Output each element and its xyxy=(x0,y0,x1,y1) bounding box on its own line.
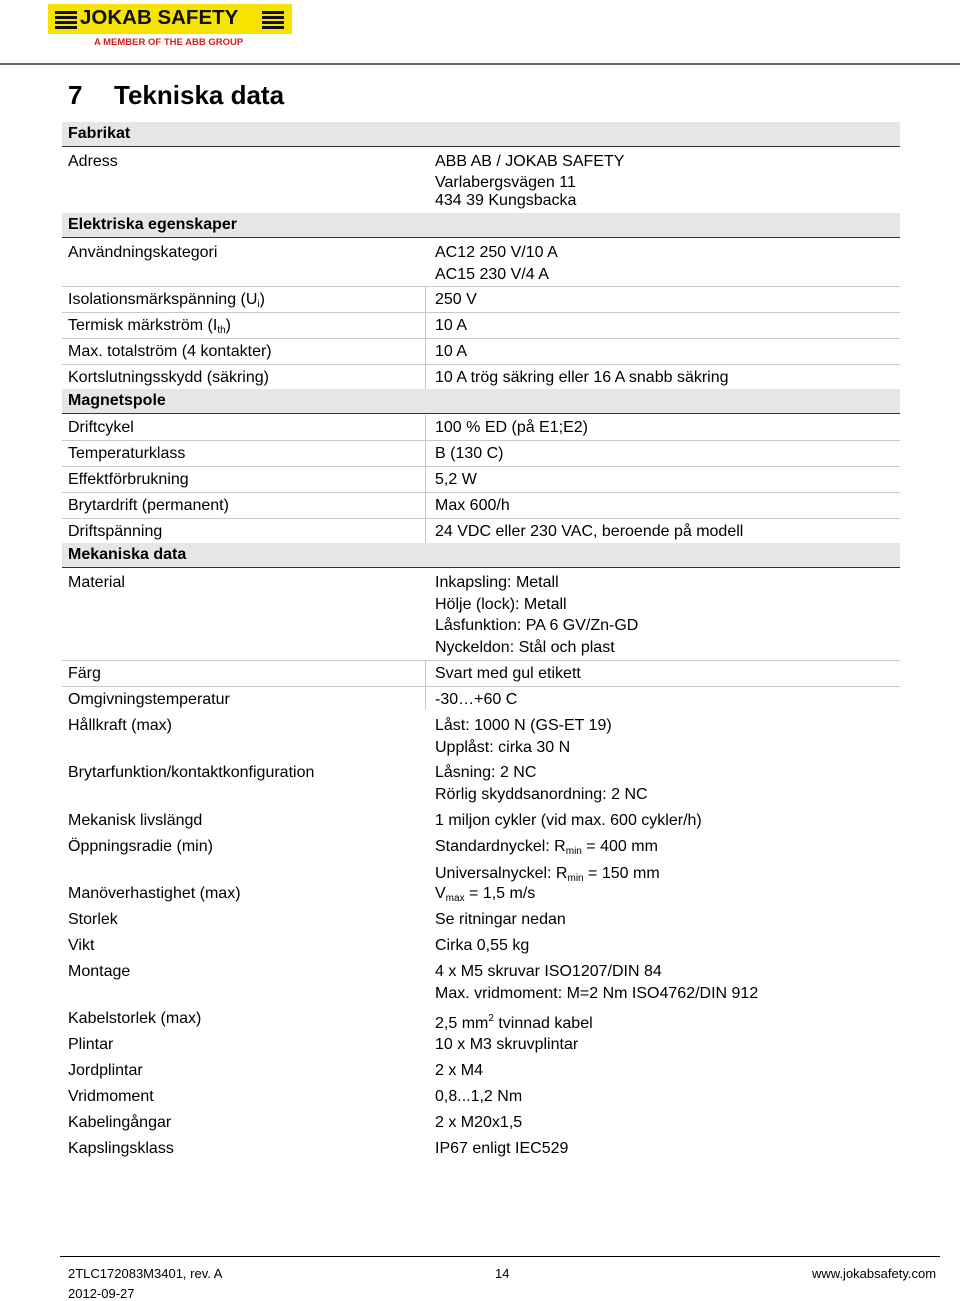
label-text: ) xyxy=(259,291,265,308)
row-label: Brytardrift (permanent) xyxy=(68,497,229,514)
table-row xyxy=(62,289,900,313)
logo-banner xyxy=(48,4,292,34)
table-row xyxy=(62,572,900,661)
value-text: Standardnyckel: R xyxy=(435,838,566,855)
row-label xyxy=(68,315,231,342)
value-line: B (130 C) xyxy=(435,445,504,462)
row-value xyxy=(435,315,467,337)
row-label: Driftspänning xyxy=(68,523,163,540)
jokab-logo xyxy=(48,4,292,48)
row-label: Användningskategori xyxy=(68,244,218,261)
row-value xyxy=(435,1034,578,1056)
value-line xyxy=(435,1008,593,1035)
row-value xyxy=(435,762,648,805)
value-text: V xyxy=(435,885,446,902)
group-elektriska xyxy=(62,213,900,238)
row-value xyxy=(435,689,517,711)
section-number: 7 xyxy=(68,80,83,110)
value-line: Max 600/h xyxy=(435,497,510,514)
footer-page-number: 14 xyxy=(495,1266,510,1281)
value-line: -30…+60 C xyxy=(435,691,518,708)
group-label: Magnetspole xyxy=(68,392,166,409)
value-line: Nyckeldon: Stål och plast xyxy=(435,638,615,656)
value-line: Varlabergsvägen 11 xyxy=(435,173,576,191)
value-subscript: max xyxy=(445,893,465,904)
row-label: Effektförbrukning xyxy=(68,471,189,488)
logo-stripes-left-icon xyxy=(55,11,77,28)
row-value xyxy=(435,1008,593,1035)
value-text: tvinnad kabel xyxy=(493,1015,593,1032)
row-value xyxy=(435,289,477,311)
row-value xyxy=(435,1112,522,1134)
row-value xyxy=(435,836,660,889)
table-row xyxy=(62,315,900,339)
table-row xyxy=(62,341,900,365)
row-label xyxy=(68,289,265,316)
value-line xyxy=(435,836,660,863)
row-value xyxy=(435,495,510,517)
logo-text: JOKAB SAFETY xyxy=(80,6,239,29)
value-line: Cirka 0,55 kg xyxy=(435,937,530,954)
value-text: = 1,5 m/s xyxy=(464,885,536,902)
footer-date: 2012-09-27 xyxy=(68,1286,135,1301)
label-text: Isolationsmärkspänning (U xyxy=(68,291,258,308)
table-row xyxy=(62,417,900,441)
value-line: 1 miljon cykler (vid max. 600 cykler/h) xyxy=(435,812,702,829)
value-line: Max. vridmoment: M=2 Nm ISO4762/DIN 912 xyxy=(435,984,759,1002)
row-label: Brytarfunktion/kontaktkonfiguration xyxy=(68,764,315,781)
value-line: Inkapsling: Metall xyxy=(435,574,559,591)
value-superscript: 2 xyxy=(488,1013,494,1024)
table-row xyxy=(62,469,900,493)
table-row xyxy=(62,443,900,467)
value-line: 434 39 Kungsbacka xyxy=(435,192,577,209)
row-value xyxy=(435,715,612,758)
value-line: 10 A trög säkring eller 16 A snabb säkring xyxy=(435,369,729,386)
value-line: 2 x M20x1,5 xyxy=(435,1114,523,1131)
section-heading xyxy=(68,80,284,111)
row-value xyxy=(435,961,758,1004)
table-row xyxy=(62,242,900,287)
table-row xyxy=(62,689,900,711)
value-line: Hölje (lock): Metall xyxy=(435,595,567,613)
row-value xyxy=(435,341,467,363)
value-line: 0,8...1,2 Nm xyxy=(435,1088,523,1105)
value-line: 24 VDC eller 230 VAC, beroende på modell xyxy=(435,523,744,540)
row-label: Omgivningstemperatur xyxy=(68,691,230,708)
row-value xyxy=(435,417,588,439)
row-label: Kabelstorlek (max) xyxy=(68,1010,202,1027)
row-value xyxy=(435,151,624,212)
table-row xyxy=(62,495,900,519)
footer-doc-id: 2TLC172083M3401, rev. A xyxy=(68,1266,223,1281)
value-line: 10 A xyxy=(435,343,468,360)
row-label: Plintar xyxy=(68,1036,114,1053)
value-line: Upplåst: cirka 30 N xyxy=(435,738,571,756)
row-label: Temperaturklass xyxy=(68,445,186,462)
value-line: Låsfunktion: PA 6 GV/Zn-GD xyxy=(435,617,639,634)
row-label: Manöverhastighet (max) xyxy=(68,885,241,902)
label-text: ) xyxy=(225,317,231,334)
row-value xyxy=(435,367,729,389)
table-row xyxy=(62,521,900,543)
row-label: Kapslingsklass xyxy=(68,1140,174,1157)
value-line: Låst: 1000 N (GS-ET 19) xyxy=(435,717,612,734)
row-value xyxy=(435,663,581,685)
row-value xyxy=(435,1086,522,1108)
group-label: Elektriska egenskaper xyxy=(68,216,237,233)
row-value xyxy=(435,1138,568,1160)
value-line: ABB AB / JOKAB SAFETY xyxy=(435,153,625,170)
row-label: Material xyxy=(68,574,125,591)
group-label: Fabrikat xyxy=(68,125,131,142)
label-subscript: th xyxy=(217,325,226,336)
value-text: Universalnyckel: R xyxy=(435,864,568,882)
footer-rule xyxy=(60,1256,940,1257)
value-line: 2 x M4 xyxy=(435,1062,484,1079)
value-line: 5,2 W xyxy=(435,471,477,488)
section-title: Tekniska data xyxy=(114,80,285,110)
row-label: Vikt xyxy=(68,937,95,954)
value-line xyxy=(435,883,535,910)
row-label: Adress xyxy=(68,153,118,170)
row-value xyxy=(435,1060,483,1082)
value-line: 4 x M5 skruvar ISO1207/DIN 84 xyxy=(435,963,662,980)
value-line: 10 x M3 skruvplintar xyxy=(435,1036,579,1053)
row-value xyxy=(435,521,743,543)
row-value xyxy=(435,909,566,931)
value-line: Rörlig skyddsanordning: 2 NC xyxy=(435,785,648,803)
row-label: Driftcykel xyxy=(68,419,134,436)
value-line: 250 V xyxy=(435,291,477,308)
label-text: Termisk märkström (I xyxy=(68,317,218,334)
row-label: Montage xyxy=(68,963,131,980)
row-label: Hållkraft (max) xyxy=(68,717,173,734)
value-line: Se ritningar nedan xyxy=(435,911,566,928)
group-mekaniska xyxy=(62,543,900,568)
value-line: 100 % ED (på E1;E2) xyxy=(435,419,588,436)
value-line: Svart med gul etikett xyxy=(435,665,581,682)
value-line: Låsning: 2 NC xyxy=(435,764,537,781)
row-value xyxy=(435,810,702,832)
logo-stripes-right-icon xyxy=(262,11,284,28)
row-label: Storlek xyxy=(68,911,118,928)
group-fabrikat xyxy=(62,122,900,147)
label-subscript: i xyxy=(257,299,260,310)
value-subscript: min xyxy=(567,872,584,884)
row-value xyxy=(435,935,529,957)
table-row xyxy=(62,367,900,389)
row-value xyxy=(435,883,535,910)
row-label: Kortslutningsskydd (säkring) xyxy=(68,369,269,386)
row-value xyxy=(435,242,558,285)
value-line: AC12 250 V/10 A xyxy=(435,244,558,261)
row-label: Kabelingångar xyxy=(68,1114,172,1131)
value-line: IP67 enligt IEC529 xyxy=(435,1140,569,1157)
row-label: Max. totalström (4 kontakter) xyxy=(68,343,272,360)
row-value xyxy=(435,572,638,658)
value-text: 2,5 mm xyxy=(435,1015,489,1032)
table-row xyxy=(62,151,900,209)
value-line: AC15 230 V/4 A xyxy=(435,265,549,283)
row-label: Mekanisk livslängd xyxy=(68,812,203,829)
value-text: = 400 mm xyxy=(581,838,658,855)
value-line: 10 A xyxy=(435,317,468,334)
row-label: Jordplintar xyxy=(68,1062,143,1079)
value-text: = 150 mm xyxy=(583,864,660,882)
table-row xyxy=(62,663,900,687)
row-label: Öppningsradie (min) xyxy=(68,838,213,855)
logo-subtitle: A MEMBER OF THE ABB GROUP xyxy=(94,37,244,48)
header-rule xyxy=(0,63,960,65)
group-label: Mekaniska data xyxy=(68,546,187,563)
footer-url[interactable]: www.jokabsafety.com xyxy=(812,1266,937,1281)
row-label: Vridmoment xyxy=(68,1088,154,1105)
row-value xyxy=(435,469,477,491)
row-value xyxy=(435,443,503,465)
group-magnetspole xyxy=(62,389,900,414)
value-subscript: min xyxy=(565,846,582,857)
row-label: Färg xyxy=(68,665,101,682)
